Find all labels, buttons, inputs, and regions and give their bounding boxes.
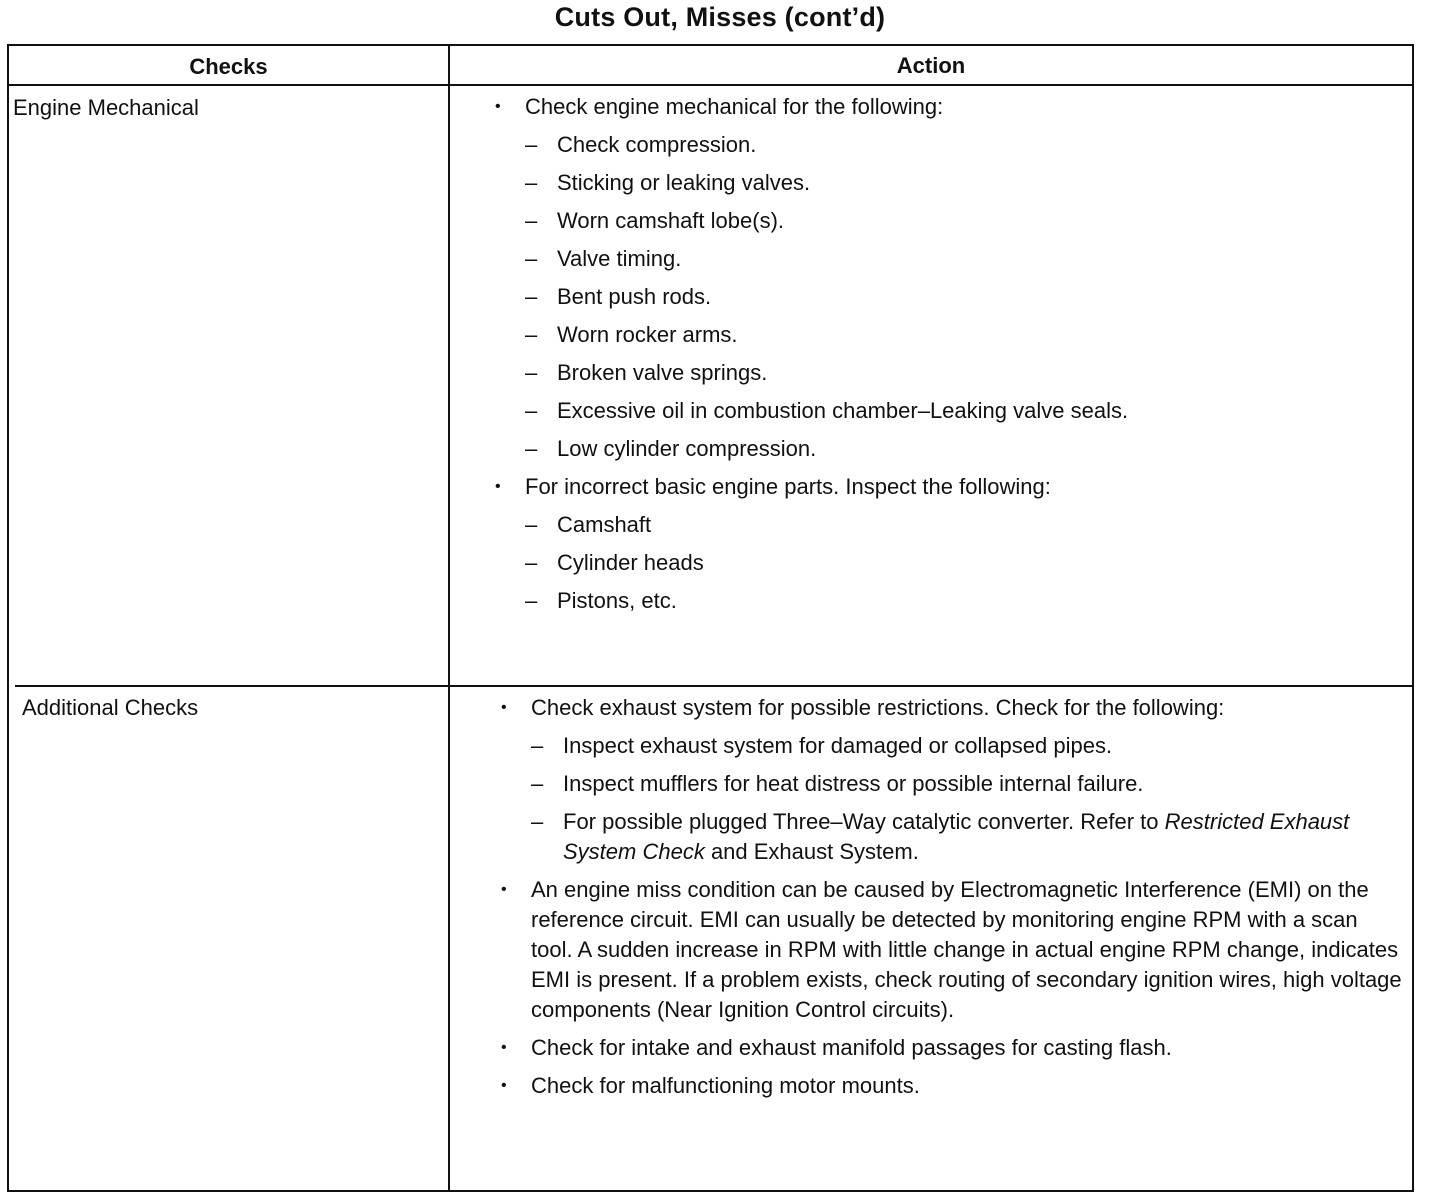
action-text: Sticking or leaking valves. [557,170,811,195]
action-text: For incorrect basic engine parts. Inspect the following: [525,474,1051,499]
header-checks: Checks [189,54,268,79]
action-text: Camshaft [557,512,652,537]
action-text: Pistons, etc. [557,588,677,613]
action-dash-item [491,244,1391,274]
action-dash-item [491,510,1391,540]
action-text-after: and Exhaust System. [704,839,919,864]
action-text: Excessive oil in combustion chamber–Leaking valve seals. [557,398,1129,423]
action-dash-item [491,282,1391,312]
action-list-additional-checks [497,693,1402,1109]
action-dash-item [497,807,1402,867]
action-bullet-item [497,1033,1402,1063]
action-text: Worn camshaft lobe(s). [557,208,785,233]
header-action: Action [896,53,966,78]
action-dash-item [491,320,1391,350]
action-reference-italic: Restricted Exhaust System Check [563,809,1350,864]
page-title: Cuts Out, Misses (cont’d) [554,2,886,32]
row-divider [15,685,1414,687]
header-divider [7,84,1414,86]
action-bullet-item [497,693,1402,723]
action-text: Check exhaust system for possible restrictions. Check for the following: [531,695,1225,720]
action-bullet-item [491,472,1391,502]
action-dash-item [491,548,1391,578]
action-text: Check for intake and exhaust manifold passages for casting flash. [531,1035,1172,1060]
action-bullet-item [497,875,1402,1025]
action-text: Cylinder heads [557,550,704,575]
action-text: Worn rocker arms. [557,322,738,347]
action-dash-item [491,396,1391,426]
check-additional-checks: Additional Checks [22,695,199,720]
action-text: Check compression. [557,132,757,157]
action-list-engine-mechanical [491,92,1391,624]
action-text: Broken valve springs. [557,360,768,385]
action-text: Check for malfunctioning motor mounts. [531,1073,920,1098]
action-text: Check engine mechanical for the following: [525,94,944,119]
action-text: Valve timing. [557,246,682,271]
action-dash-item [497,769,1402,799]
action-text: Bent push rods. [557,284,712,309]
action-dash-item [491,586,1391,616]
action-bullet-item [497,1071,1402,1101]
action-dash-item [491,130,1391,160]
action-dash-item [491,434,1391,464]
action-dash-item [497,731,1402,761]
check-engine-mechanical: Engine Mechanical [13,95,199,120]
column-divider [448,44,450,1192]
action-dash-item [491,168,1391,198]
action-dash-item [491,206,1391,236]
action-text: An engine miss condition can be caused by Electromagnetic Interference (EMI) on the reference circuit. EMI can usually be detected by monitoring engine RPM with a scan tool. A sudden increase in RPM with little change in actual engine RPM change, indicates EMI is present. If a problem exists, check routing of secondary ignition wires, high voltage components (Near Ignition Control circuits). [531,877,1402,1022]
action-text: For possible plugged Three–Way catalytic converter. Refer to [563,809,1165,834]
action-text: Inspect mufflers for heat distress or possible internal failure. [563,771,1144,796]
action-text: Low cylinder compression. [557,436,817,461]
action-text: Inspect exhaust system for damaged or collapsed pipes. [563,733,1113,758]
action-bullet-item [491,92,1391,122]
action-dash-item [491,358,1391,388]
